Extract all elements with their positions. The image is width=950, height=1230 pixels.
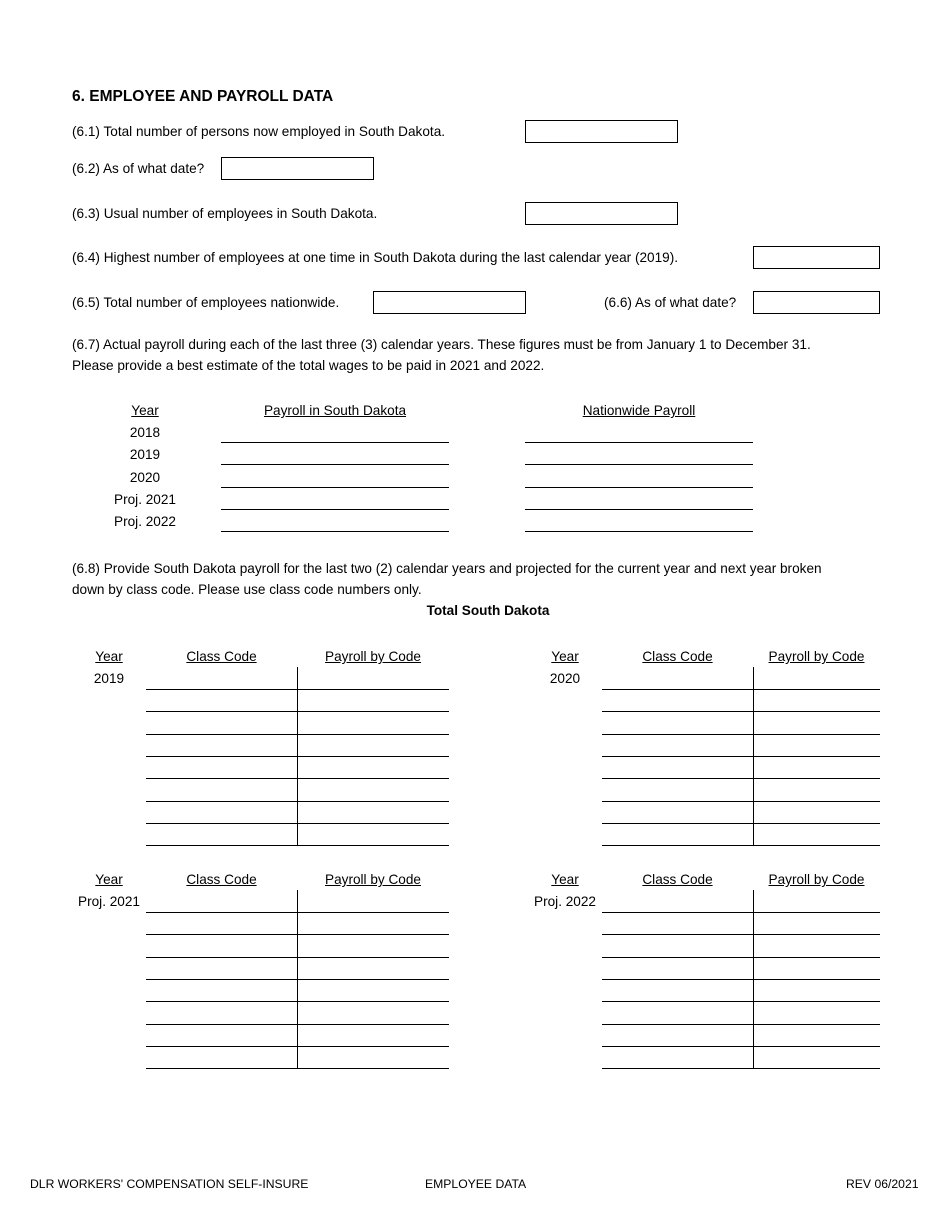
payroll-nationwide-entry-line[interactable]: [525, 464, 753, 465]
payroll-nationwide-entry-line[interactable]: [525, 509, 753, 510]
payroll-year-label: 2018: [129, 425, 161, 440]
class-code-entry-line[interactable]: [146, 756, 297, 757]
payroll-by-code-entry-line[interactable]: [753, 734, 880, 735]
q63-usual-employees-field[interactable]: [525, 202, 678, 225]
q62-as-of-date-field[interactable]: [221, 157, 374, 180]
payroll-by-code-entry-line[interactable]: [297, 711, 449, 712]
footer-center: EMPLOYEE DATA: [425, 1177, 527, 1191]
class-code-entry-line[interactable]: [146, 1068, 297, 1069]
payroll-by-code-entry-line[interactable]: [297, 1046, 449, 1047]
class-col-payroll: Payroll by Code: [325, 872, 421, 887]
total-south-dakota-heading: Total South Dakota: [426, 603, 550, 618]
class-block-year: Proj. 2021: [78, 894, 140, 909]
q64-label: (6.4) Highest number of employees at one time in South Dakota during the last calendar year (2019).: [72, 250, 679, 265]
class-col-year: Year: [95, 872, 123, 887]
class-col-payroll: Payroll by Code: [768, 872, 865, 887]
payroll-by-code-entry-line[interactable]: [297, 912, 449, 913]
class-code-entry-line[interactable]: [602, 1024, 753, 1025]
class-col-year: Year: [95, 649, 123, 664]
q65-nationwide-employees-field[interactable]: [373, 291, 526, 314]
class-code-entry-line[interactable]: [602, 934, 753, 935]
q68-text-line1: (6.8) Provide South Dakota payroll for the last two (2) calendar years and projected for the current year and next year broken: [72, 561, 822, 576]
payroll-by-code-entry-line[interactable]: [753, 934, 880, 935]
payroll-sd-entry-line[interactable]: [221, 509, 449, 510]
class-code-entry-line[interactable]: [146, 689, 297, 690]
footer-right: REV 06/2021: [846, 1177, 919, 1191]
payroll-sd-entry-line[interactable]: [221, 464, 449, 465]
class-code-entry-line[interactable]: [602, 1001, 753, 1002]
class-code-entry-line[interactable]: [602, 778, 753, 779]
class-code-entry-line[interactable]: [146, 801, 297, 802]
class-code-entry-line[interactable]: [602, 1046, 753, 1047]
q64-highest-employees-field[interactable]: [753, 246, 880, 269]
payroll-year-label: Proj. 2022: [114, 514, 176, 530]
class-block-year: 2019: [93, 671, 125, 686]
class-col-payroll: Payroll by Code: [768, 649, 865, 664]
q65-label: (6.5) Total number of employees nationwide.: [72, 295, 340, 310]
class-code-entry-line[interactable]: [146, 1046, 297, 1047]
payroll-year-label: 2020: [129, 469, 161, 485]
payroll-by-code-entry-line[interactable]: [297, 823, 449, 824]
payroll-by-code-entry-line[interactable]: [753, 845, 880, 846]
payroll-sd-entry-line[interactable]: [221, 442, 449, 443]
payroll-by-code-entry-line[interactable]: [297, 845, 449, 846]
class-code-entry-line[interactable]: [602, 689, 753, 690]
class-code-entry-line[interactable]: [602, 979, 753, 980]
payroll-by-code-entry-line[interactable]: [753, 689, 880, 690]
class-code-entry-line[interactable]: [146, 934, 297, 935]
payroll-nationwide-entry-line[interactable]: [525, 487, 753, 488]
q66-label: (6.6) As of what date?: [604, 295, 737, 310]
payroll-by-code-entry-line[interactable]: [297, 756, 449, 757]
q67-text-line1: (6.7) Actual payroll during each of the last three (3) calendar years. These figures must be from January 1 to December 31.: [72, 337, 811, 352]
payroll-by-code-entry-line[interactable]: [297, 1024, 449, 1025]
payroll-col-nationwide: Nationwide Payroll: [582, 403, 696, 418]
class-code-entry-line[interactable]: [602, 801, 753, 802]
payroll-by-code-entry-line[interactable]: [297, 1001, 449, 1002]
payroll-by-code-entry-line[interactable]: [297, 734, 449, 735]
class-code-entry-line[interactable]: [146, 912, 297, 913]
section-title: 6. EMPLOYEE AND PAYROLL DATA: [72, 88, 334, 105]
payroll-by-code-entry-line[interactable]: [753, 756, 880, 757]
payroll-by-code-entry-line[interactable]: [753, 1068, 880, 1069]
payroll-by-code-entry-line[interactable]: [753, 1046, 880, 1047]
class-code-entry-line[interactable]: [146, 1024, 297, 1025]
payroll-by-code-entry-line[interactable]: [753, 711, 880, 712]
class-col-code: Class Code: [642, 649, 713, 664]
payroll-col-sd: Payroll in South Dakota: [263, 403, 407, 418]
q62-label: (6.2) As of what date?: [72, 161, 205, 176]
class-block-year: 2020: [549, 671, 581, 686]
class-code-entry-line[interactable]: [146, 1001, 297, 1002]
payroll-year-label: Proj. 2021: [114, 491, 176, 507]
payroll-by-code-entry-line[interactable]: [297, 979, 449, 980]
class-col-payroll: Payroll by Code: [325, 649, 421, 664]
payroll-by-code-entry-line[interactable]: [753, 1001, 880, 1002]
payroll-by-code-entry-line[interactable]: [753, 912, 880, 913]
payroll-col-year: Year: [131, 403, 159, 418]
q61-label: (6.1) Total number of persons now employed in South Dakota.: [72, 124, 446, 139]
class-code-entry-line[interactable]: [602, 711, 753, 712]
payroll-by-code-entry-line[interactable]: [297, 689, 449, 690]
class-code-entry-line[interactable]: [602, 734, 753, 735]
class-col-code: Class Code: [186, 649, 257, 664]
payroll-by-code-entry-line[interactable]: [297, 801, 449, 802]
footer-left: DLR WORKERS' COMPENSATION SELF-INSURE: [30, 1177, 309, 1191]
class-block-year: Proj. 2022: [534, 894, 596, 909]
class-col-code: Class Code: [642, 872, 713, 887]
class-code-entry-line[interactable]: [146, 845, 297, 846]
q61-employees-now-field[interactable]: [525, 120, 678, 143]
class-code-entry-line[interactable]: [602, 845, 753, 846]
class-col-year: Year: [551, 649, 579, 664]
class-col-year: Year: [551, 872, 579, 887]
payroll-by-code-entry-line[interactable]: [297, 957, 449, 958]
class-code-entry-line[interactable]: [602, 1068, 753, 1069]
payroll-by-code-entry-line[interactable]: [753, 801, 880, 802]
q66-as-of-date-field[interactable]: [753, 291, 880, 314]
payroll-by-code-entry-line[interactable]: [753, 778, 880, 779]
q68-text-line2: down by class code. Please use class code numbers only.: [72, 582, 422, 597]
payroll-sd-entry-line[interactable]: [221, 487, 449, 488]
class-code-entry-line[interactable]: [146, 711, 297, 712]
payroll-nationwide-entry-line[interactable]: [525, 531, 753, 532]
class-code-entry-line[interactable]: [146, 979, 297, 980]
class-code-entry-line[interactable]: [602, 756, 753, 757]
payroll-by-code-entry-line[interactable]: [753, 979, 880, 980]
class-code-entry-line[interactable]: [602, 957, 753, 958]
payroll-by-code-entry-line[interactable]: [297, 1068, 449, 1069]
payroll-by-code-entry-line[interactable]: [297, 934, 449, 935]
class-code-entry-line[interactable]: [146, 734, 297, 735]
payroll-by-code-entry-line[interactable]: [753, 823, 880, 824]
payroll-sd-entry-line[interactable]: [221, 531, 449, 532]
payroll-nationwide-entry-line[interactable]: [525, 442, 753, 443]
class-col-code: Class Code: [186, 872, 257, 887]
q63-label: (6.3) Usual number of employees in South Dakota.: [72, 206, 378, 221]
class-code-entry-line[interactable]: [146, 823, 297, 824]
payroll-by-code-entry-line[interactable]: [753, 957, 880, 958]
q67-text-line2: Please provide a best estimate of the total wages to be paid in 2021 and 2022.: [72, 358, 545, 373]
class-code-entry-line[interactable]: [146, 957, 297, 958]
payroll-by-code-entry-line[interactable]: [753, 1024, 880, 1025]
payroll-by-code-entry-line[interactable]: [297, 778, 449, 779]
class-code-entry-line[interactable]: [146, 778, 297, 779]
class-code-entry-line[interactable]: [602, 912, 753, 913]
class-code-entry-line[interactable]: [602, 823, 753, 824]
payroll-year-label: 2019: [129, 447, 161, 463]
